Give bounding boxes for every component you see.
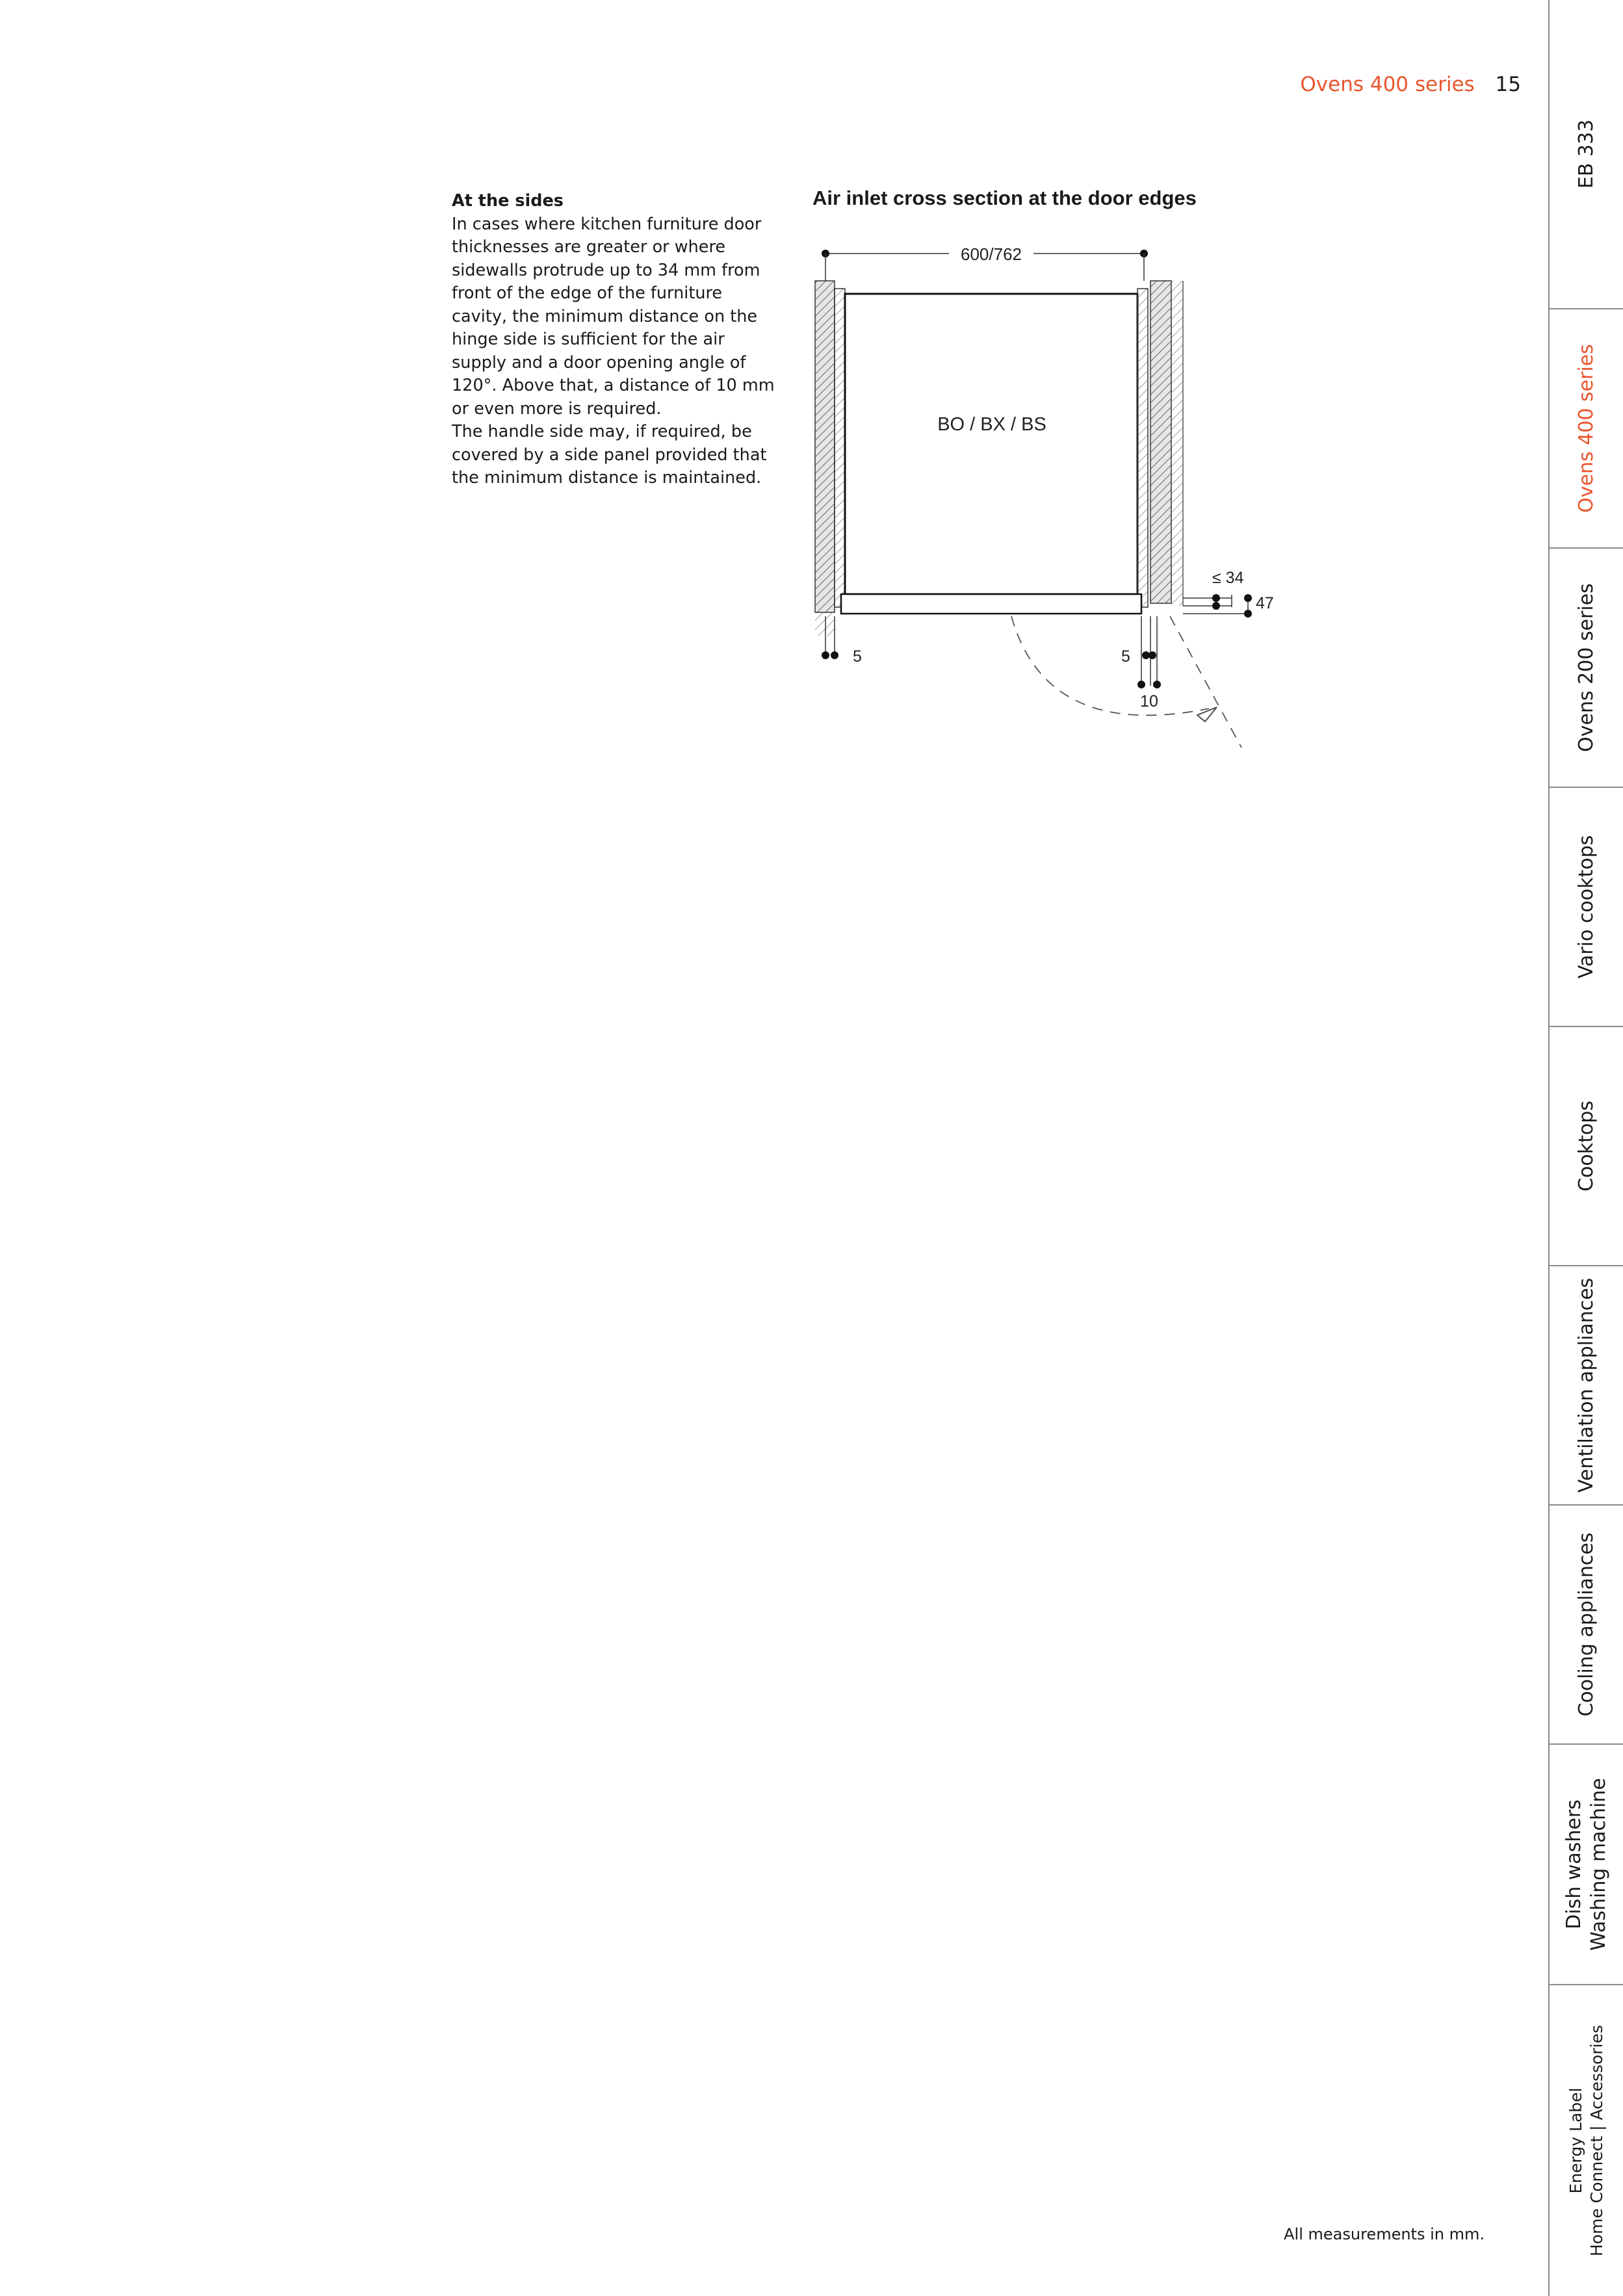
protrusion-dimension bbox=[1183, 569, 1274, 618]
nav-item-label: Cooling appliances bbox=[1575, 1532, 1598, 1717]
body-paragraph-2: The handle side may, if required, be covered by a side panel provided that the minimum distance is maintained. bbox=[452, 422, 767, 488]
nav-item-cooling-appliances[interactable] bbox=[1550, 1506, 1623, 1745]
at-the-sides-text bbox=[452, 190, 777, 490]
width-label: 600/762 bbox=[961, 244, 1022, 264]
gap-hinge-label: 10 bbox=[1140, 692, 1158, 711]
nav-item-eb-333[interactable] bbox=[1550, 0, 1623, 309]
nav-item-vario-cooktops[interactable] bbox=[1550, 788, 1623, 1027]
gap-right-label: 5 bbox=[1121, 647, 1130, 666]
nav-item-label: Ventilation appliances bbox=[1575, 1277, 1598, 1493]
model-label: BO / BX / BS bbox=[937, 414, 1046, 435]
door-swing-arc bbox=[1011, 616, 1209, 715]
nav-item-label: Ovens 400 series bbox=[1575, 344, 1598, 513]
right-side-wall bbox=[1150, 281, 1171, 603]
nav-item-energy-label[interactable] bbox=[1550, 1985, 1623, 2296]
measurements-note: All measurements in mm. bbox=[1284, 2225, 1485, 2243]
body-paragraph-1: In cases where kitchen furniture door thicknesses are greater or where sidewalls protrude up to 34 mm from front of the edge of the furniture cavity, the minimum distance on the hinge side is sufficient for the air supply and a door opening angle of 120°. Above that, a distance of 10 mm or even more is required. bbox=[452, 214, 775, 419]
left-cabinet-panel bbox=[835, 289, 845, 607]
nav-item-label: EB 333 bbox=[1575, 119, 1598, 189]
left-side-wall bbox=[815, 281, 835, 612]
section-heading: At the sides bbox=[452, 191, 564, 211]
nav-item-label: Dish washers Washing machine bbox=[1563, 1778, 1610, 1951]
width-dimension bbox=[822, 244, 1148, 281]
nav-item-label: Ovens 200 series bbox=[1575, 583, 1598, 752]
nav-item-label: Energy Label Home Connect | Accessories bbox=[1566, 2025, 1606, 2256]
chapter-side-nav bbox=[1548, 0, 1623, 2296]
nav-item-label: Vario cooktops bbox=[1575, 835, 1598, 979]
right-cabinet-panel bbox=[1137, 289, 1148, 607]
protrusion-label: ≤ 34 bbox=[1212, 569, 1244, 587]
page-number: 15 bbox=[1495, 73, 1521, 96]
nav-item-label: Cooktops bbox=[1575, 1101, 1598, 1192]
nav-item-dish-washers[interactable] bbox=[1550, 1745, 1623, 1985]
nav-item-ovens-200-series[interactable] bbox=[1550, 549, 1623, 788]
figure-title: Air inlet cross section at the door edges bbox=[812, 187, 1197, 209]
nav-item-cooktops[interactable] bbox=[1550, 1027, 1623, 1266]
nav-item-ovens-400-series[interactable] bbox=[1550, 309, 1623, 549]
page-header bbox=[1300, 73, 1521, 96]
gap-dimensions bbox=[822, 616, 1161, 711]
nav-item-ventilation-appliances[interactable] bbox=[1550, 1266, 1623, 1506]
air-inlet-cross-section-diagram bbox=[806, 234, 1274, 761]
oven-door bbox=[841, 594, 1141, 614]
gap-left-label: 5 bbox=[853, 647, 862, 666]
header-section-title: Ovens 400 series bbox=[1300, 73, 1475, 96]
appliance-body bbox=[845, 294, 1137, 594]
depth-label: 47 bbox=[1256, 594, 1274, 612]
